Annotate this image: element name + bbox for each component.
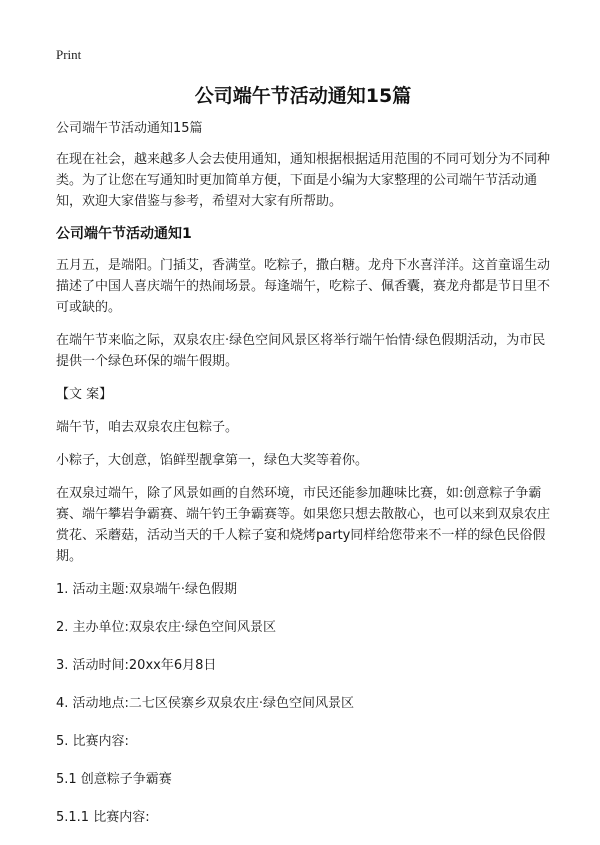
document-body: [56, 118, 550, 845]
list-item: 1. 活动主题:双泉端午·绿色假期: [56, 582, 238, 597]
intro-paragraph: 在现在社会，越来越多人会去使用通知，通知根据根据适用范围的不同可划分为不同种类。为了让您在写通知时更加简单方便，下面是小编为大家整理的公司端午节活动通知，欢迎大家借鉴与参考，希望对大家有所帮助。: [56, 152, 551, 209]
page-title: 公司端午节活动通知15篇: [194, 85, 412, 107]
list-item: 3. 活动时间:20xx年6月8日: [56, 658, 217, 673]
list-item: 5. 比赛内容:: [56, 734, 129, 749]
paragraph-dragon-boat: 五月五，是端阳。门插艾，香满堂。吃粽子，撒白糖。龙舟下水喜洋洋。这首童谣生动描述了中国人喜庆端午的热闹场景。每逢端午，吃粽子、佩香囊，赛龙舟都是节日里不可或缺的。: [56, 258, 551, 315]
document-subtitle: 公司端午节活动通知15篇: [56, 121, 203, 136]
print-link[interactable]: Print: [56, 47, 82, 62]
list-item: 5.1.1 比赛内容:: [56, 810, 150, 825]
list-item: 5.1 创意粽子争霸赛: [56, 772, 172, 787]
section-heading: 公司端午节活动通知1: [56, 226, 192, 242]
copy-line-1: 端午节，咱去双泉农庄包粽子。: [56, 420, 239, 435]
list-item: 2. 主办单位:双泉农庄·绿色空间风景区: [56, 620, 277, 635]
list-item: 4. 活动地点:二七区侯寨乡双泉农庄·绿色空间风景区: [56, 696, 355, 711]
paragraph-activities: 在双泉过端午，除了风景如画的自然环境，市民还能参加趣味比赛，如:创意粽子争霸赛、端午攀岩争霸赛、端午钓王争霸赛等。如果您只想去散散心，也可以来到双泉农庄赏花、采蘑菇，活动当天的千人粽子宴和烧烤party同样给您带来不一样的绿色民俗假期。: [56, 486, 551, 564]
paragraph-event-intro: 在端午节来临之际，双泉农庄·绿色空间风景区将举行端午怡情·绿色假期活动，为市民提供一个绿色环保的端午假期。: [56, 333, 546, 369]
copy-line-2: 小粽子，大创意，馅鲜型靓拿第一，绿色大奖等着你。: [56, 453, 369, 468]
copy-heading: 【文 案】: [56, 387, 113, 402]
